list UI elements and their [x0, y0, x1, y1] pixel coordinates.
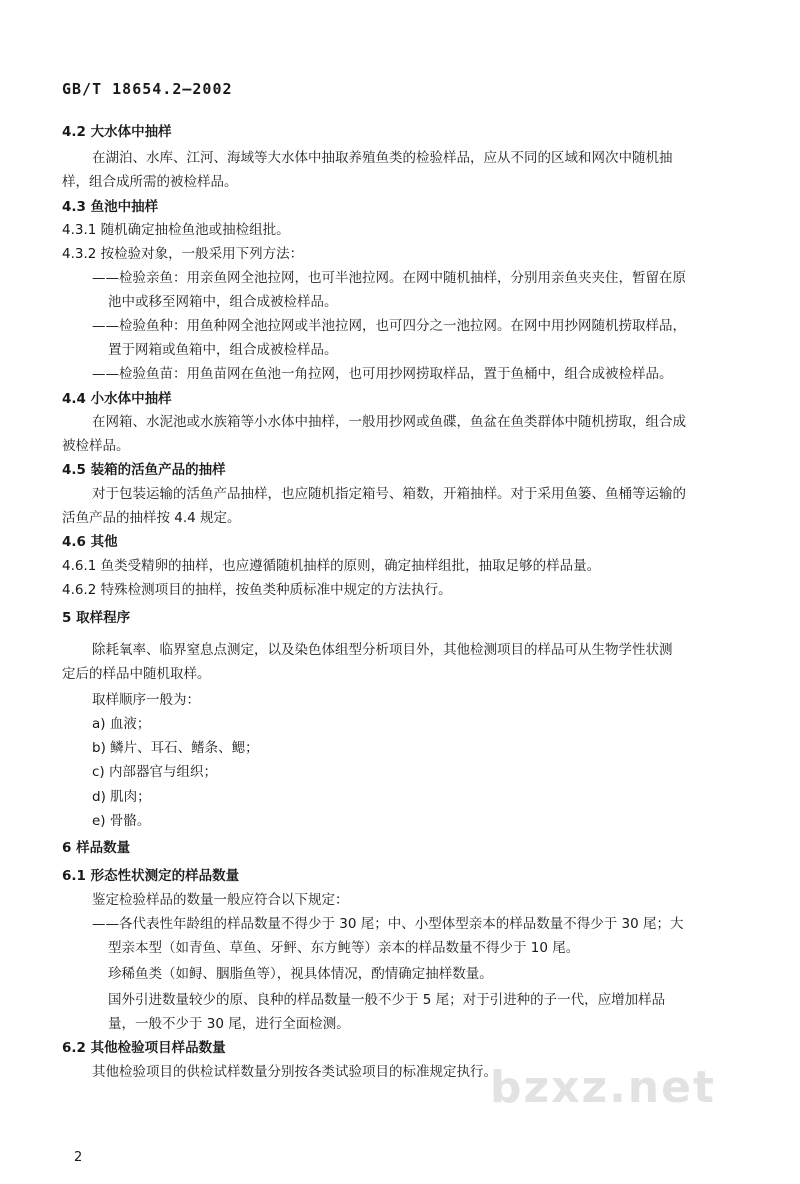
text-line: 鉴定检验样品的数量一般应符合以下规定：	[92, 892, 349, 908]
text-line: 国外引进数量较少的原、良种的样品数量一般不少于 5 尾；对于引进种的子一代，应增加样品	[108, 992, 666, 1008]
text-line: 其他检验项目的供检试样数量分别按各类试验项目的标准规定执行。	[92, 1064, 497, 1080]
text-line: 定后的样品中随机取样。	[62, 666, 211, 682]
text-line: ——各代表性年龄组的样品数量不得少于 30 尾；中、小型体型亲本的样品数量不得少于 30 尾；大	[92, 916, 684, 932]
section-heading: 6.1 形态性状测定的样品数量	[62, 868, 240, 884]
text-line: 4.3.2 按检验对象，一般采用下列方法：	[62, 246, 304, 262]
text-line: 4.6.1 鱼类受精卵的抽样，也应遵循随机抽样的原则，确定抽样组批，抽取足够的样品量。	[62, 558, 601, 574]
section-heading: 4.3 鱼池中抽样	[62, 199, 159, 215]
text-line: 被检样品。	[62, 438, 130, 454]
text-line: c) 内部器官与组织；	[92, 764, 217, 780]
section-heading: 5 取样程序	[62, 610, 131, 626]
section-heading: 4.5 装箱的活鱼产品的抽样	[62, 462, 226, 478]
section-heading: 6 样品数量	[62, 840, 131, 856]
page-number: 2	[74, 1150, 83, 1165]
watermark-logo: bzxz.net	[490, 1062, 717, 1113]
text-line: 在湖泊、水库、江河、海域等大水体中抽取养殖鱼类的检验样品，应从不同的区域和网次中随机抽	[92, 150, 673, 166]
text-line: a) 血液；	[92, 716, 151, 732]
text-line: 对于包装运输的活鱼产品抽样，也应随机指定箱号、箱数，开箱抽样。对于采用鱼篓、鱼桶等运输的	[92, 486, 686, 502]
text-line: e) 骨骼。	[92, 813, 151, 829]
text-line: 活鱼产品的抽样按 4.4 规定。	[62, 510, 241, 526]
text-line: b) 鳞片、耳石、鳍条、鳃；	[92, 740, 259, 756]
text-line: ——检验亲鱼：用亲鱼网全池拉网，也可半池拉网。在网中随机抽样，分别用亲鱼夹夹住，暂留在原	[92, 270, 686, 286]
text-line: 样，组合成所需的被检样品。	[62, 174, 238, 190]
text-line: 置于网箱或鱼箱中，组合成被检样品。	[108, 342, 338, 358]
text-line: 除耗氧率、临界窒息点测定，以及染色体组型分析项目外，其他检测项目的样品可从生物学性状测	[92, 642, 673, 658]
text-line: 量，一般不少于 30 尾，进行全面检测。	[108, 1016, 350, 1032]
text-line: 4.6.2 特殊检测项目的抽样，按鱼类种质标准中规定的方法执行。	[62, 582, 452, 598]
text-line: ——检验鱼种：用鱼种网全池拉网或半池拉网，也可四分之一池拉网。在网中用抄网随机捞取样品，	[92, 318, 686, 334]
section-heading: 4.2 大水体中抽样	[62, 124, 172, 140]
section-heading: 6.2 其他检验项目样品数量	[62, 1040, 226, 1056]
standard-code: GB/T 18654.2—2002	[62, 80, 233, 98]
text-line: 4.3.1 随机确定抽检鱼池或抽检组批。	[62, 222, 290, 238]
text-line: 池中或移至网箱中，组合成被检样品。	[108, 294, 338, 310]
text-line: 珍稀鱼类（如鲟、胭脂鱼等），视具体情况，酌情确定抽样数量。	[108, 966, 493, 982]
section-heading: 4.6 其他	[62, 534, 118, 550]
text-line: 在网箱、水泥池或水族箱等小水体中抽样，一般用抄网或鱼碟，鱼盆在鱼类群体中随机捞取，组合成	[92, 414, 686, 430]
section-heading: 4.4 小水体中抽样	[62, 391, 172, 407]
text-line: 型亲本型（如青鱼、草鱼、牙鲆、东方鲀等）亲本的样品数量不得少于 10 尾。	[108, 940, 580, 956]
text-line: ——检验鱼苗：用鱼苗网在鱼池一角拉网，也可用抄网捞取样品，置于鱼桶中，组合成被检样品。	[92, 366, 673, 382]
text-line: d) 肌肉；	[92, 789, 151, 805]
text-line: 取样顺序一般为：	[92, 692, 200, 708]
